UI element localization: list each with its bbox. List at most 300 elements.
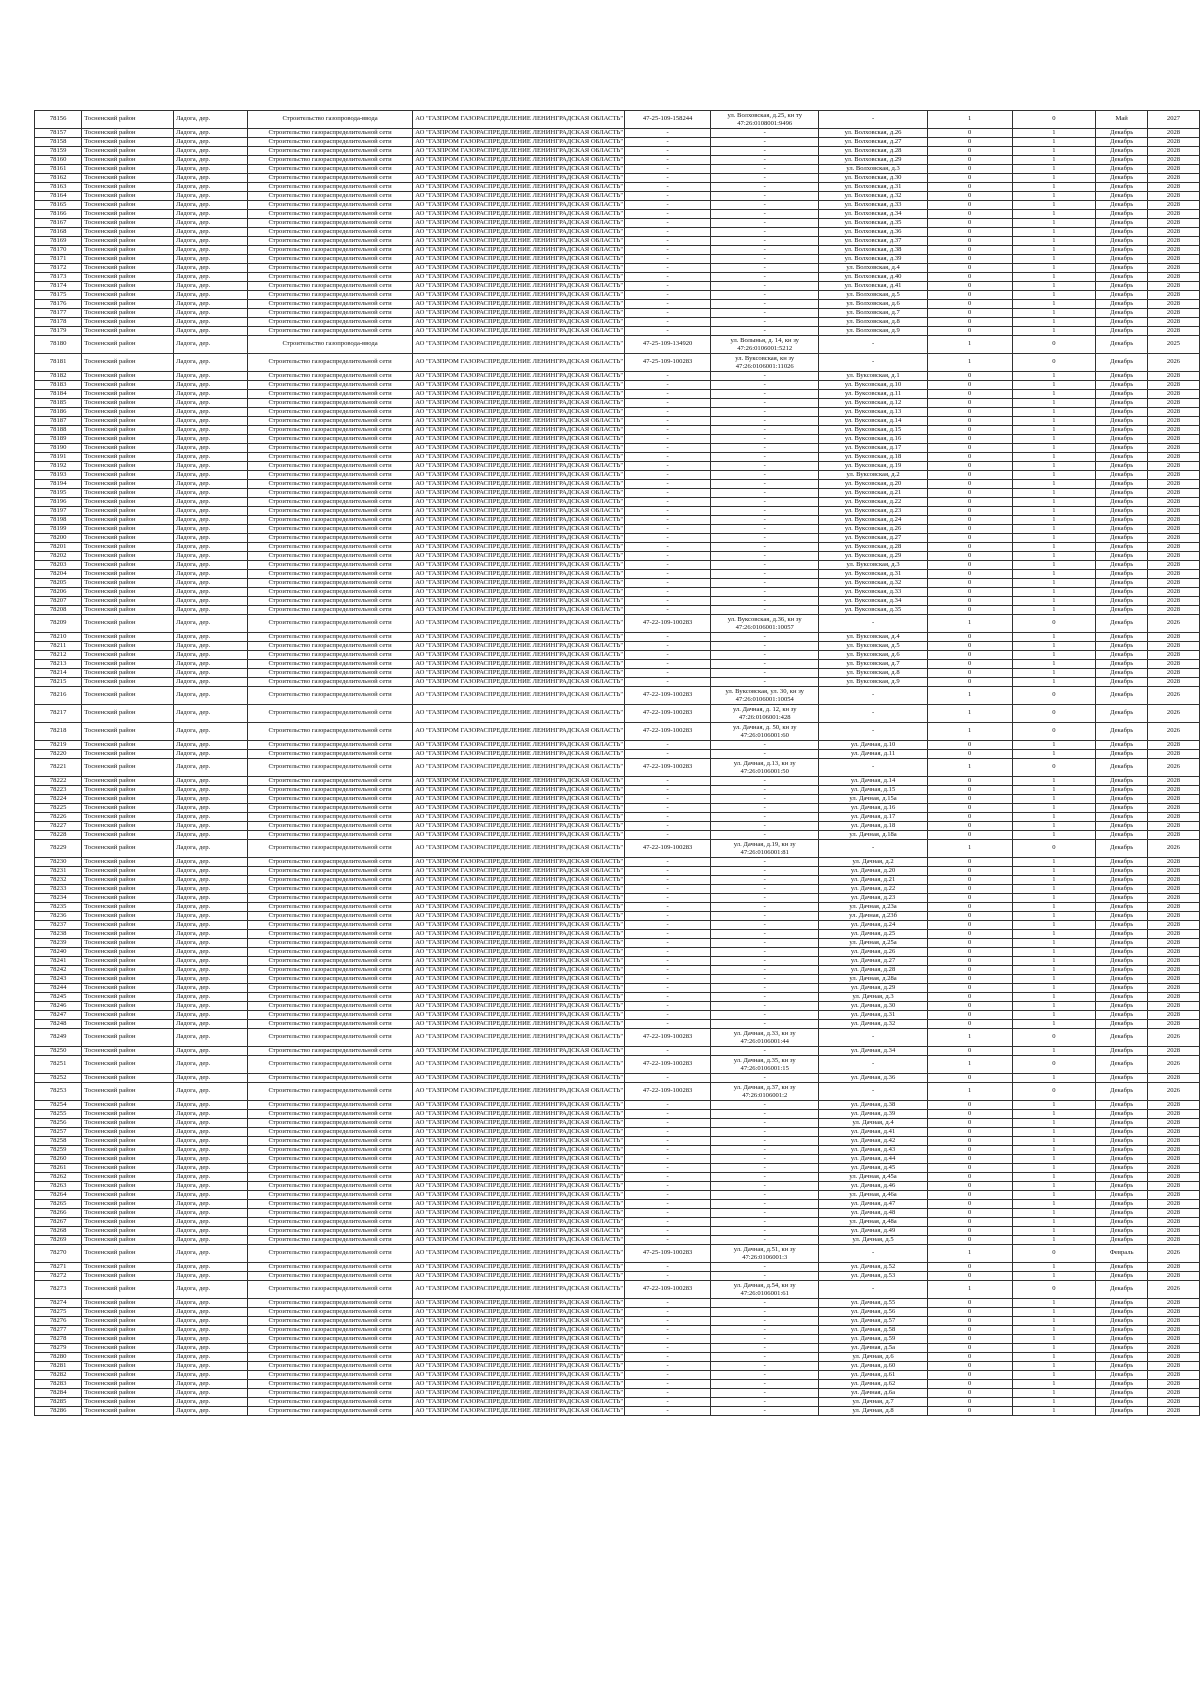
- cell-street-address: ул. Дачная, д.25: [819, 930, 928, 939]
- cell-organization: АО "ГАЗПРОМ ГАЗОРАСПРЕДЕЛЕНИЕ ЛЕНИНГРАДСКАЯ ОБЛАСТЬ": [413, 984, 625, 993]
- cell-district: Тосненский район: [82, 552, 174, 561]
- cell-organization: АО "ГАЗПРОМ ГАЗОРАСПРЕДЕЛЕНИЕ ЛЕНИНГРАДСКАЯ ОБЛАСТЬ": [413, 300, 625, 309]
- cell-count-b: 1: [1012, 822, 1096, 831]
- cell-street-address: ул. Волховская, д.35: [819, 219, 928, 228]
- cell-work-type: Строительство газораспределительной сети: [247, 543, 412, 552]
- cell-work-type: Строительство газораспределительной сети: [247, 633, 412, 642]
- cell-district: Тосненский район: [82, 642, 174, 651]
- cell-street-address: ул. Дачная, д.25а: [819, 939, 928, 948]
- cell-application-code: -: [625, 273, 711, 282]
- cell-year: 2028: [1148, 534, 1200, 543]
- cell-work-type: Строительство газораспределительной сети: [247, 597, 412, 606]
- cell-count-a: 0: [927, 1074, 1012, 1083]
- cell-application-code: -: [625, 291, 711, 300]
- cell-locality: Ладога, дер.: [174, 903, 248, 912]
- cell-organization: АО "ГАЗПРОМ ГАЗОРАСПРЕДЕЛЕНИЕ ЛЕНИНГРАДСКАЯ ОБЛАСТЬ": [413, 1371, 625, 1380]
- cell-application-code: -: [625, 1074, 711, 1083]
- cell-district: Тосненский район: [82, 111, 174, 129]
- cell-cadastral-address: -: [711, 1236, 819, 1245]
- cell-work-type: Строительство газораспределительной сети: [247, 930, 412, 939]
- cell-count-b: 1: [1012, 399, 1096, 408]
- table-row: [35, 1308, 1200, 1317]
- cell-count-a: 0: [927, 291, 1012, 300]
- cell-locality: Ладога, дер.: [174, 984, 248, 993]
- cell-count-a: 0: [927, 408, 1012, 417]
- cell-street-address: ул. Волховская, д.5: [819, 291, 928, 300]
- cell-district: Тосненский район: [82, 1173, 174, 1182]
- cell-record-number: 78191: [35, 453, 82, 462]
- table-row: [35, 966, 1200, 975]
- cell-street-address: ул. Дачная, д.59: [819, 1335, 928, 1344]
- cell-count-b: 1: [1012, 1119, 1096, 1128]
- cell-application-code: 47-25-109-158244: [625, 111, 711, 129]
- cell-application-code: -: [625, 1308, 711, 1317]
- cell-street-address: -: [819, 687, 928, 705]
- cell-count-b: 1: [1012, 480, 1096, 489]
- cell-application-code: -: [625, 579, 711, 588]
- cell-year: 2028: [1148, 1047, 1200, 1056]
- cell-street-address: ул. Дачная, д.7: [819, 1398, 928, 1407]
- cell-street-address: -: [819, 336, 928, 354]
- cell-cadastral-address: -: [711, 1263, 819, 1272]
- table-row: [35, 1371, 1200, 1380]
- cell-work-type: Строительство газораспределительной сети: [247, 1056, 412, 1074]
- cell-year: 2028: [1148, 1137, 1200, 1146]
- cell-cadastral-address: ул. Дачная, д. 50, кн зу 47:26:0106001:60: [711, 723, 819, 741]
- table-row: [35, 399, 1200, 408]
- cell-year: 2028: [1148, 498, 1200, 507]
- cell-organization: АО "ГАЗПРОМ ГАЗОРАСПРЕДЕЛЕНИЕ ЛЕНИНГРАДСКАЯ ОБЛАСТЬ": [413, 597, 625, 606]
- cell-count-a: 0: [927, 957, 1012, 966]
- cell-record-number: 78178: [35, 318, 82, 327]
- cell-cadastral-address: -: [711, 948, 819, 957]
- cell-district: Тосненский район: [82, 498, 174, 507]
- cell-month: Декабрь: [1096, 1074, 1148, 1083]
- cell-organization: АО "ГАЗПРОМ ГАЗОРАСПРЕДЕЛЕНИЕ ЛЕНИНГРАДСКАЯ ОБЛАСТЬ": [413, 1344, 625, 1353]
- cell-district: Тосненский район: [82, 327, 174, 336]
- cell-count-b: 1: [1012, 579, 1096, 588]
- cell-year: 2028: [1148, 651, 1200, 660]
- cell-month: Декабрь: [1096, 1110, 1148, 1119]
- cell-count-a: 1: [927, 1281, 1012, 1299]
- cell-cadastral-address: -: [711, 399, 819, 408]
- cell-month: Декабрь: [1096, 867, 1148, 876]
- cell-locality: Ладога, дер.: [174, 588, 248, 597]
- cell-district: Тосненский район: [82, 1056, 174, 1074]
- cell-work-type: Строительство газораспределительной сети: [247, 237, 412, 246]
- cell-district: Тосненский район: [82, 1101, 174, 1110]
- cell-count-b: 1: [1012, 255, 1096, 264]
- cell-count-b: 1: [1012, 1227, 1096, 1236]
- cell-district: Тосненский район: [82, 921, 174, 930]
- cell-locality: Ладога, дер.: [174, 453, 248, 462]
- cell-locality: Ладога, дер.: [174, 255, 248, 264]
- cell-record-number: 78272: [35, 1272, 82, 1281]
- cell-record-number: 78278: [35, 1335, 82, 1344]
- cell-locality: Ладога, дер.: [174, 561, 248, 570]
- cell-count-a: 0: [927, 1002, 1012, 1011]
- cell-locality: Ладога, дер.: [174, 1326, 248, 1335]
- cell-district: Тосненский район: [82, 534, 174, 543]
- cell-organization: АО "ГАЗПРОМ ГАЗОРАСПРЕДЕЛЕНИЕ ЛЕНИНГРАДСКАЯ ОБЛАСТЬ": [413, 1308, 625, 1317]
- cell-district: Тосненский район: [82, 318, 174, 327]
- cell-count-a: 0: [927, 300, 1012, 309]
- cell-month: Декабрь: [1096, 183, 1148, 192]
- cell-organization: АО "ГАЗПРОМ ГАЗОРАСПРЕДЕЛЕНИЕ ЛЕНИНГРАДСКАЯ ОБЛАСТЬ": [413, 777, 625, 786]
- cell-month: Декабрь: [1096, 1002, 1148, 1011]
- cell-count-a: 0: [927, 1155, 1012, 1164]
- cell-count-a: 0: [927, 966, 1012, 975]
- cell-count-a: 0: [927, 642, 1012, 651]
- cell-record-number: 78197: [35, 507, 82, 516]
- cell-count-b: 1: [1012, 777, 1096, 786]
- cell-district: Тосненский район: [82, 1371, 174, 1380]
- cell-organization: АО "ГАЗПРОМ ГАЗОРАСПРЕДЕЛЕНИЕ ЛЕНИНГРАДСКАЯ ОБЛАСТЬ": [413, 579, 625, 588]
- cell-street-address: ул. Дачная, д.61: [819, 1371, 928, 1380]
- cell-year: 2028: [1148, 948, 1200, 957]
- cell-record-number: 78163: [35, 183, 82, 192]
- cell-cadastral-address: -: [711, 786, 819, 795]
- cell-record-number: 78157: [35, 129, 82, 138]
- cell-year: 2028: [1148, 966, 1200, 975]
- cell-cadastral-address: -: [711, 408, 819, 417]
- cell-count-a: 0: [927, 201, 1012, 210]
- cell-application-code: -: [625, 597, 711, 606]
- cell-year: 2028: [1148, 993, 1200, 1002]
- table-row: [35, 912, 1200, 921]
- cell-application-code: -: [625, 1182, 711, 1191]
- cell-locality: Ладога, дер.: [174, 1137, 248, 1146]
- table-row: [35, 993, 1200, 1002]
- cell-work-type: Строительство газораспределительной сети: [247, 705, 412, 723]
- cell-street-address: ул. Дачная, д.52: [819, 1263, 928, 1272]
- cell-locality: Ладога, дер.: [174, 642, 248, 651]
- cell-street-address: ул. Дачная, д.32: [819, 1020, 928, 1029]
- cell-cadastral-address: -: [711, 255, 819, 264]
- cell-record-number: 78165: [35, 201, 82, 210]
- cell-count-b: 1: [1012, 1047, 1096, 1056]
- cell-cadastral-address: -: [711, 912, 819, 921]
- cell-year: 2028: [1148, 786, 1200, 795]
- cell-cadastral-address: ул. Дачная, д.37, кн зу 47:26:0106001:2: [711, 1083, 819, 1101]
- cell-district: Тосненский район: [82, 1164, 174, 1173]
- cell-locality: Ладога, дер.: [174, 813, 248, 822]
- cell-cadastral-address: -: [711, 651, 819, 660]
- cell-year: 2028: [1148, 1371, 1200, 1380]
- cell-district: Тосненский район: [82, 336, 174, 354]
- cell-year: 2026: [1148, 687, 1200, 705]
- cell-count-b: 1: [1012, 876, 1096, 885]
- cell-application-code: -: [625, 930, 711, 939]
- cell-work-type: Строительство газораспределительной сети: [247, 651, 412, 660]
- cell-count-b: 1: [1012, 228, 1096, 237]
- cell-organization: АО "ГАЗПРОМ ГАЗОРАСПРЕДЕЛЕНИЕ ЛЕНИНГРАДСКАЯ ОБЛАСТЬ": [413, 1056, 625, 1074]
- cell-locality: Ладога, дер.: [174, 174, 248, 183]
- cell-count-a: 0: [927, 435, 1012, 444]
- cell-street-address: ул. Дачная, д.57: [819, 1317, 928, 1326]
- table-row: [35, 390, 1200, 399]
- cell-district: Тосненский район: [82, 831, 174, 840]
- cell-count-b: 1: [1012, 1371, 1096, 1380]
- cell-organization: АО "ГАЗПРОМ ГАЗОРАСПРЕДЕЛЕНИЕ ЛЕНИНГРАДСКАЯ ОБЛАСТЬ": [413, 444, 625, 453]
- cell-cadastral-address: -: [711, 237, 819, 246]
- cell-street-address: ул. Дачная, д.55: [819, 1299, 928, 1308]
- cell-year: 2026: [1148, 1083, 1200, 1101]
- cell-district: Тосненский район: [82, 1308, 174, 1317]
- cell-cadastral-address: -: [711, 858, 819, 867]
- cell-month: Декабрь: [1096, 1371, 1148, 1380]
- table-row: [35, 489, 1200, 498]
- cell-work-type: Строительство газораспределительной сети: [247, 1326, 412, 1335]
- cell-application-code: -: [625, 1335, 711, 1344]
- cell-district: Тосненский район: [82, 984, 174, 993]
- cell-street-address: ул. Дачная, д.56: [819, 1308, 928, 1317]
- cell-count-a: 0: [927, 1182, 1012, 1191]
- cell-work-type: Строительство газораспределительной сети: [247, 894, 412, 903]
- cell-count-b: 1: [1012, 795, 1096, 804]
- cell-count-a: 1: [927, 336, 1012, 354]
- cell-count-b: 1: [1012, 651, 1096, 660]
- cell-application-code: -: [625, 444, 711, 453]
- cell-year: 2028: [1148, 1317, 1200, 1326]
- cell-count-a: 0: [927, 129, 1012, 138]
- cell-count-b: 0: [1012, 759, 1096, 777]
- table-row: [35, 678, 1200, 687]
- cell-cadastral-address: -: [711, 1299, 819, 1308]
- cell-street-address: ул. Дачная, д.18: [819, 822, 928, 831]
- cell-year: 2028: [1148, 1263, 1200, 1272]
- cell-street-address: ул. Дачная, д.20: [819, 867, 928, 876]
- cell-locality: Ладога, дер.: [174, 651, 248, 660]
- cell-record-number: 78224: [35, 795, 82, 804]
- cell-count-b: 1: [1012, 606, 1096, 615]
- cell-street-address: ул. Вуксовская, д.19: [819, 462, 928, 471]
- cell-organization: АО "ГАЗПРОМ ГАЗОРАСПРЕДЕЛЕНИЕ ЛЕНИНГРАДСКАЯ ОБЛАСТЬ": [413, 507, 625, 516]
- cell-locality: Ладога, дер.: [174, 543, 248, 552]
- cell-count-b: 1: [1012, 1236, 1096, 1245]
- cell-organization: АО "ГАЗПРОМ ГАЗОРАСПРЕДЕЛЕНИЕ ЛЕНИНГРАДСКАЯ ОБЛАСТЬ": [413, 1119, 625, 1128]
- cell-application-code: -: [625, 534, 711, 543]
- cell-record-number: 78187: [35, 417, 82, 426]
- cell-month: Декабрь: [1096, 1380, 1148, 1389]
- cell-street-address: -: [819, 111, 928, 129]
- cell-year: 2028: [1148, 417, 1200, 426]
- table-row: [35, 291, 1200, 300]
- cell-record-number: 78174: [35, 282, 82, 291]
- cell-locality: Ладога, дер.: [174, 1029, 248, 1047]
- cell-application-code: -: [625, 1236, 711, 1245]
- cell-locality: Ладога, дер.: [174, 1227, 248, 1236]
- cell-cadastral-address: -: [711, 885, 819, 894]
- cell-year: 2028: [1148, 1002, 1200, 1011]
- cell-district: Тосненский район: [82, 1020, 174, 1029]
- cell-month: Декабрь: [1096, 1146, 1148, 1155]
- cell-street-address: ул. Вуксовская, д.16: [819, 435, 928, 444]
- cell-district: Тосненский район: [82, 930, 174, 939]
- cell-work-type: Строительство газораспределительной сети: [247, 1299, 412, 1308]
- cell-application-code: -: [625, 885, 711, 894]
- cell-work-type: Строительство газораспределительной сети: [247, 840, 412, 858]
- cell-record-number: 78249: [35, 1029, 82, 1047]
- cell-street-address: ул. Волховская, д.30: [819, 174, 928, 183]
- table-row: [35, 381, 1200, 390]
- cell-district: Тосненский район: [82, 867, 174, 876]
- cell-work-type: Строительство газораспределительной сети: [247, 534, 412, 543]
- cell-count-b: 1: [1012, 885, 1096, 894]
- cell-street-address: ул. Вуксовская, д.21: [819, 489, 928, 498]
- cell-organization: АО "ГАЗПРОМ ГАЗОРАСПРЕДЕЛЕНИЕ ЛЕНИНГРАДСКАЯ ОБЛАСТЬ": [413, 327, 625, 336]
- cell-record-number: 78172: [35, 264, 82, 273]
- cell-organization: АО "ГАЗПРОМ ГАЗОРАСПРЕДЕЛЕНИЕ ЛЕНИНГРАДСКАЯ ОБЛАСТЬ": [413, 957, 625, 966]
- cell-organization: АО "ГАЗПРОМ ГАЗОРАСПРЕДЕЛЕНИЕ ЛЕНИНГРАДСКАЯ ОБЛАСТЬ": [413, 543, 625, 552]
- cell-month: Декабрь: [1096, 804, 1148, 813]
- cell-street-address: -: [819, 1281, 928, 1299]
- cell-count-b: 1: [1012, 471, 1096, 480]
- cell-district: Тосненский район: [82, 813, 174, 822]
- table-row: [35, 930, 1200, 939]
- cell-street-address: ул. Дачная, д.4: [819, 1119, 928, 1128]
- cell-count-b: 0: [1012, 1281, 1096, 1299]
- cell-count-a: 0: [927, 246, 1012, 255]
- cell-work-type: Строительство газораспределительной сети: [247, 786, 412, 795]
- cell-application-code: -: [625, 876, 711, 885]
- cell-organization: АО "ГАЗПРОМ ГАЗОРАСПРЕДЕЛЕНИЕ ЛЕНИНГРАДСКАЯ ОБЛАСТЬ": [413, 615, 625, 633]
- cell-count-b: 1: [1012, 444, 1096, 453]
- cell-record-number: 78260: [35, 1155, 82, 1164]
- cell-record-number: 78232: [35, 876, 82, 885]
- cell-organization: АО "ГАЗПРОМ ГАЗОРАСПРЕДЕЛЕНИЕ ЛЕНИНГРАДСКАЯ ОБЛАСТЬ": [413, 453, 625, 462]
- cell-count-a: 0: [927, 570, 1012, 579]
- cell-application-code: -: [625, 462, 711, 471]
- cell-cadastral-address: -: [711, 1407, 819, 1416]
- cell-year: 2028: [1148, 327, 1200, 336]
- cell-work-type: Строительство газораспределительной сети: [247, 1047, 412, 1056]
- cell-district: Тосненский район: [82, 1362, 174, 1371]
- cell-application-code: -: [625, 471, 711, 480]
- cell-application-code: -: [625, 210, 711, 219]
- cell-work-type: Строительство газораспределительной сети: [247, 750, 412, 759]
- cell-district: Тосненский район: [82, 237, 174, 246]
- cell-cadastral-address: -: [711, 390, 819, 399]
- table-row: [35, 633, 1200, 642]
- cell-year: 2028: [1148, 813, 1200, 822]
- cell-count-b: 1: [1012, 912, 1096, 921]
- cell-locality: Ладога, дер.: [174, 1236, 248, 1245]
- cell-locality: Ладога, дер.: [174, 426, 248, 435]
- cell-street-address: ул. Дачная, д.5: [819, 1236, 928, 1245]
- cell-month: Декабрь: [1096, 1128, 1148, 1137]
- cell-count-b: 0: [1012, 1056, 1096, 1074]
- table-row: [35, 741, 1200, 750]
- cell-locality: Ладога, дер.: [174, 219, 248, 228]
- cell-cadastral-address: -: [711, 1173, 819, 1182]
- cell-work-type: Строительство газораспределительной сети: [247, 1074, 412, 1083]
- cell-locality: Ладога, дер.: [174, 498, 248, 507]
- table-row: [35, 237, 1200, 246]
- cell-record-number: 78229: [35, 840, 82, 858]
- cell-count-a: 0: [927, 1362, 1012, 1371]
- cell-month: Декабрь: [1096, 876, 1148, 885]
- cell-organization: АО "ГАЗПРОМ ГАЗОРАСПРЕДЕЛЕНИЕ ЛЕНИНГРАДСКАЯ ОБЛАСТЬ": [413, 129, 625, 138]
- cell-street-address: ул. Волховская, д.39: [819, 255, 928, 264]
- table-row: [35, 552, 1200, 561]
- cell-count-b: 1: [1012, 408, 1096, 417]
- cell-month: Декабрь: [1096, 129, 1148, 138]
- cell-street-address: ул. Вуксовская, д.7: [819, 660, 928, 669]
- cell-application-code: 47-22-109-100283: [625, 1281, 711, 1299]
- cell-count-a: 0: [927, 534, 1012, 543]
- cell-cadastral-address: -: [711, 381, 819, 390]
- cell-locality: Ладога, дер.: [174, 1164, 248, 1173]
- cell-district: Тосненский район: [82, 795, 174, 804]
- cell-application-code: -: [625, 588, 711, 597]
- cell-district: Тосненский район: [82, 633, 174, 642]
- cell-organization: АО "ГАЗПРОМ ГАЗОРАСПРЕДЕЛЕНИЕ ЛЕНИНГРАДСКАЯ ОБЛАСТЬ": [413, 219, 625, 228]
- cell-count-a: 0: [927, 525, 1012, 534]
- cell-count-a: 0: [927, 885, 1012, 894]
- cell-work-type: Строительство газораспределительной сети: [247, 1317, 412, 1326]
- cell-work-type: Строительство газораспределительной сети: [247, 228, 412, 237]
- cell-cadastral-address: -: [711, 1209, 819, 1218]
- cell-count-a: 0: [927, 930, 1012, 939]
- cell-application-code: -: [625, 264, 711, 273]
- table-row: [35, 1101, 1200, 1110]
- cell-district: Тосненский район: [82, 453, 174, 462]
- cell-work-type: Строительство газораспределительной сети: [247, 795, 412, 804]
- cell-count-b: 1: [1012, 498, 1096, 507]
- cell-cadastral-address: -: [711, 1146, 819, 1155]
- cell-work-type: Строительство газораспределительной сети: [247, 354, 412, 372]
- cell-application-code: -: [625, 552, 711, 561]
- cell-organization: АО "ГАЗПРОМ ГАЗОРАСПРЕДЕЛЕНИЕ ЛЕНИНГРАДСКАЯ ОБЛАСТЬ": [413, 1146, 625, 1155]
- cell-work-type: Строительство газораспределительной сети: [247, 1281, 412, 1299]
- cell-year: 2028: [1148, 237, 1200, 246]
- cell-street-address: ул. Дачная, д.15: [819, 786, 928, 795]
- cell-work-type: Строительство газораспределительной сети: [247, 219, 412, 228]
- cell-count-a: 0: [927, 156, 1012, 165]
- cell-locality: Ладога, дер.: [174, 831, 248, 840]
- cell-street-address: ул. Вуксовская, д.26: [819, 525, 928, 534]
- table-row: [35, 417, 1200, 426]
- cell-record-number: 78273: [35, 1281, 82, 1299]
- table-row: [35, 426, 1200, 435]
- cell-application-code: -: [625, 1146, 711, 1155]
- cell-year: 2025: [1148, 336, 1200, 354]
- cell-street-address: ул. Волховская, д.3: [819, 165, 928, 174]
- cell-count-a: 0: [927, 1299, 1012, 1308]
- cell-street-address: -: [819, 759, 928, 777]
- table-row: [35, 984, 1200, 993]
- cell-count-a: 0: [927, 489, 1012, 498]
- cell-locality: Ладога, дер.: [174, 1281, 248, 1299]
- cell-locality: Ладога, дер.: [174, 1362, 248, 1371]
- cell-locality: Ладога, дер.: [174, 1182, 248, 1191]
- table-row: [35, 309, 1200, 318]
- cell-street-address: ул. Вуксовская, д.14: [819, 417, 928, 426]
- cell-work-type: Строительство газораспределительной сети: [247, 867, 412, 876]
- table-row: [35, 1056, 1200, 1074]
- cell-organization: АО "ГАЗПРОМ ГАЗОРАСПРЕДЕЛЕНИЕ ЛЕНИНГРАДСКАЯ ОБЛАСТЬ": [413, 1281, 625, 1299]
- cell-locality: Ладога, дер.: [174, 264, 248, 273]
- cell-work-type: Строительство газораспределительной сети: [247, 516, 412, 525]
- cell-month: Декабрь: [1096, 921, 1148, 930]
- cell-application-code: 47-22-109-100283: [625, 759, 711, 777]
- table-row: [35, 453, 1200, 462]
- table-row: [35, 786, 1200, 795]
- cell-organization: АО "ГАЗПРОМ ГАЗОРАСПРЕДЕЛЕНИЕ ЛЕНИНГРАДСКАЯ ОБЛАСТЬ": [413, 138, 625, 147]
- cell-organization: АО "ГАЗПРОМ ГАЗОРАСПРЕДЕЛЕНИЕ ЛЕНИНГРАДСКАЯ ОБЛАСТЬ": [413, 885, 625, 894]
- cell-locality: Ладога, дер.: [174, 444, 248, 453]
